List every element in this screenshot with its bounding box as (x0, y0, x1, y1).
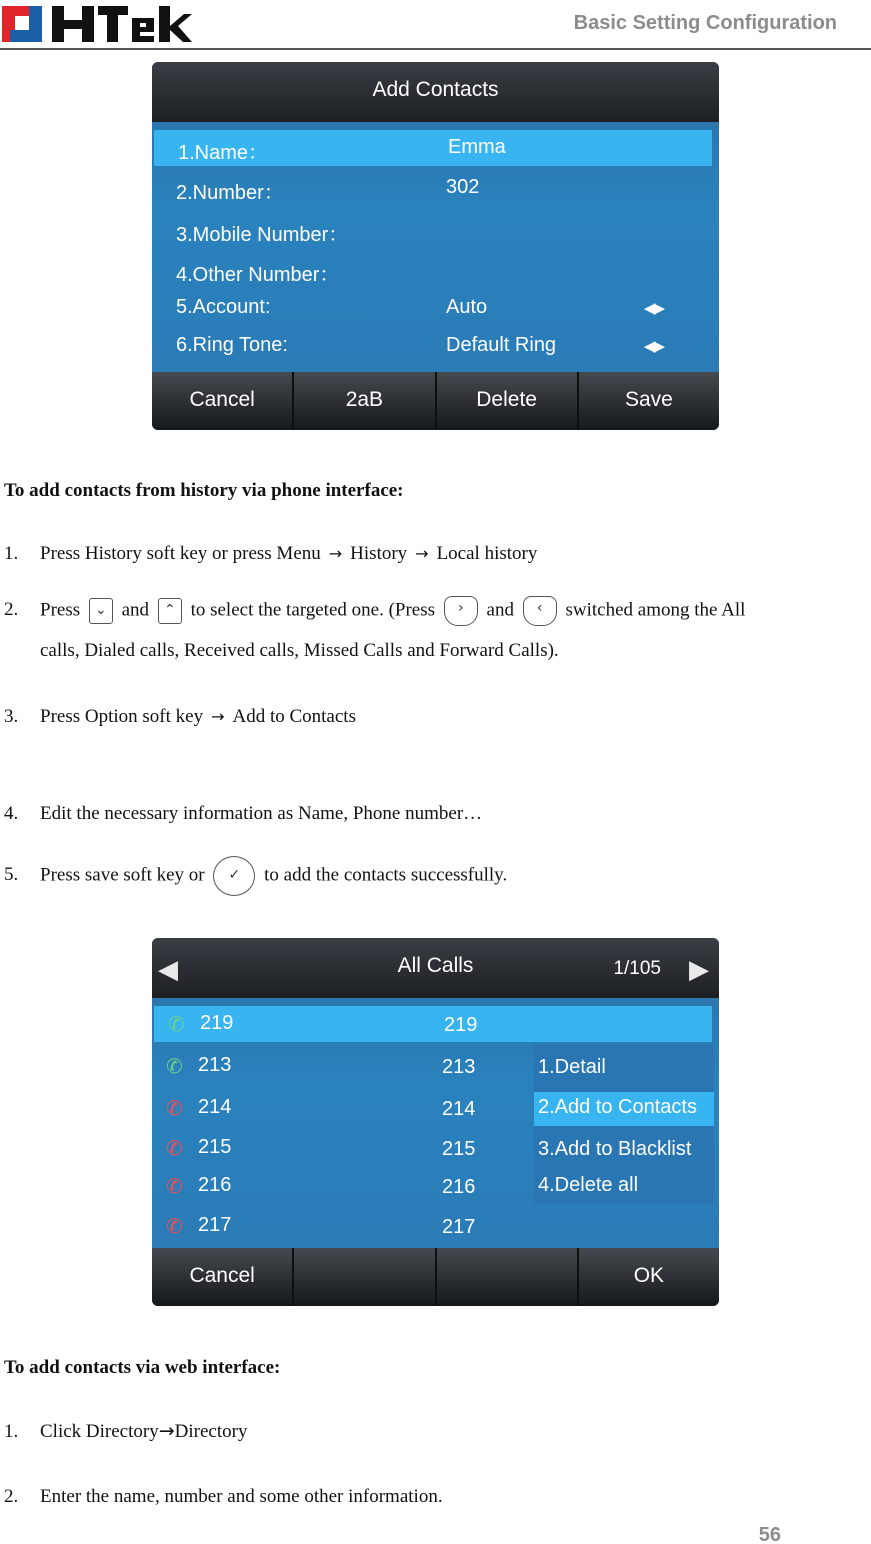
field-label: 3.Mobile Number： (176, 224, 349, 246)
page-number: 56 (758, 1524, 781, 1544)
field-row-other[interactable] (152, 252, 719, 288)
incoming-call-icon: ✆ (168, 1014, 185, 1036)
field-value: 302 (446, 176, 480, 198)
step-2: 2. Press ⌄ and ⌃ to select the targeted one. (Press › and ‹ switched among the All (4, 596, 745, 626)
step-2-continued: calls, Dialed calls, Received calls, Missed Calls and Forward Calls). (40, 640, 559, 661)
menu-item-delete-all[interactable]: 4.Delete all (538, 1174, 639, 1196)
field-row-mobile[interactable] (152, 212, 719, 248)
step-1: 1. Press History soft key or press Menu → History → Local history (4, 543, 538, 564)
option-menu (534, 1044, 714, 1204)
missed-call-icon: ✆ (166, 1216, 183, 1238)
empty-softkey[interactable] (294, 1248, 436, 1306)
left-key-icon: ‹ (523, 596, 557, 626)
screen-title: Add Contacts (372, 78, 499, 101)
save-softkey[interactable]: Save (624, 388, 673, 411)
step-4: 4. Edit the necessary information as Name, Phone number… (4, 803, 483, 824)
field-label: 6.Ring Tone: (176, 334, 288, 356)
field-row-account[interactable] (152, 290, 719, 326)
menu-item-add-to-blacklist[interactable]: 3.Add to Blacklist (538, 1138, 692, 1160)
up-key-icon: ⌃ (158, 598, 182, 624)
softkey-bar (152, 372, 719, 430)
section-heading: To add contacts via web interface: (4, 1357, 281, 1378)
header-title: Basic Setting Configuration (573, 12, 837, 34)
next-arrow-icon[interactable]: ▶ (689, 954, 709, 984)
field-value: Auto (446, 296, 488, 318)
step-3: 3. Press Option soft key → Add to Contacts (4, 706, 356, 727)
delete-softkey[interactable]: Delete (437, 372, 579, 430)
screen-title: All Calls (397, 954, 474, 977)
field-label: 5.Account: (176, 296, 271, 318)
menu-item-add-to-contacts[interactable]: 2.Add to Contacts (534, 1092, 714, 1126)
missed-call-icon: ✆ (166, 1176, 183, 1198)
screen-title-bar (152, 62, 719, 122)
down-key-icon: ⌄ (89, 598, 113, 624)
right-key-icon: › (444, 596, 478, 626)
section-heading: To add contacts from history via phone interface: (4, 480, 404, 501)
missed-call-icon: ✆ (166, 1138, 183, 1160)
menu-item-detail[interactable]: 1.Detail (538, 1056, 606, 1078)
field-label: 2.Number： (176, 182, 284, 204)
cancel-softkey[interactable]: Cancel (152, 372, 294, 430)
web-step-2: 2. Enter the name, number and some other information. (4, 1486, 443, 1507)
field-row-ringtone[interactable] (152, 328, 719, 364)
header-divider (0, 48, 871, 50)
call-row[interactable]: ✆ 219 219 (154, 1006, 712, 1042)
incoming-call-icon: ✆ (166, 1056, 183, 1078)
page-indicator: 1/105 (613, 958, 661, 979)
step-5: 5. Press save soft key or ✓ to add the contacts successfully. (4, 856, 507, 896)
empty-softkey[interactable] (437, 1248, 579, 1306)
arrow-icon: → (328, 544, 343, 563)
field-value: Default Ring (446, 334, 557, 356)
htek-logo (2, 4, 192, 44)
cancel-softkey[interactable]: Cancel (152, 1248, 294, 1306)
arrow-icon: → (158, 1420, 175, 1442)
field-row-number[interactable] (152, 170, 719, 206)
input-mode-softkey[interactable]: 2aB (294, 372, 436, 430)
softkey-bar (152, 1248, 719, 1306)
field-label: 1.Name： (178, 142, 269, 164)
call-row[interactable]: ✆ 213 213 (166, 1054, 476, 1078)
call-row[interactable]: ✆ 216 216 (166, 1174, 476, 1198)
left-right-arrows-icon[interactable]: ◀▶ (643, 338, 663, 355)
ok-softkey[interactable]: OK (633, 1264, 665, 1287)
field-row-name[interactable] (154, 130, 712, 166)
arrow-icon: → (415, 544, 429, 563)
field-value: Emma (448, 136, 506, 158)
field-label: 4.Other Number： (176, 264, 340, 286)
left-right-arrows-icon[interactable]: ◀▶ (643, 300, 663, 317)
all-calls-screen (152, 938, 719, 1306)
previous-arrow-icon[interactable]: ◀ (158, 954, 178, 984)
arrow-icon: → (211, 707, 225, 726)
call-row[interactable]: ✆ 214 214 (166, 1096, 476, 1120)
add-contacts-screen (152, 62, 719, 430)
call-row[interactable]: ✆ 215 215 (166, 1136, 476, 1160)
missed-call-icon: ✆ (166, 1098, 183, 1120)
call-row[interactable]: ✆ 217 217 (166, 1214, 476, 1238)
ok-key-icon: ✓ (213, 856, 255, 896)
web-step-1: 1. Click Directory→Directory (4, 1420, 248, 1442)
screen-title-bar (152, 938, 719, 998)
